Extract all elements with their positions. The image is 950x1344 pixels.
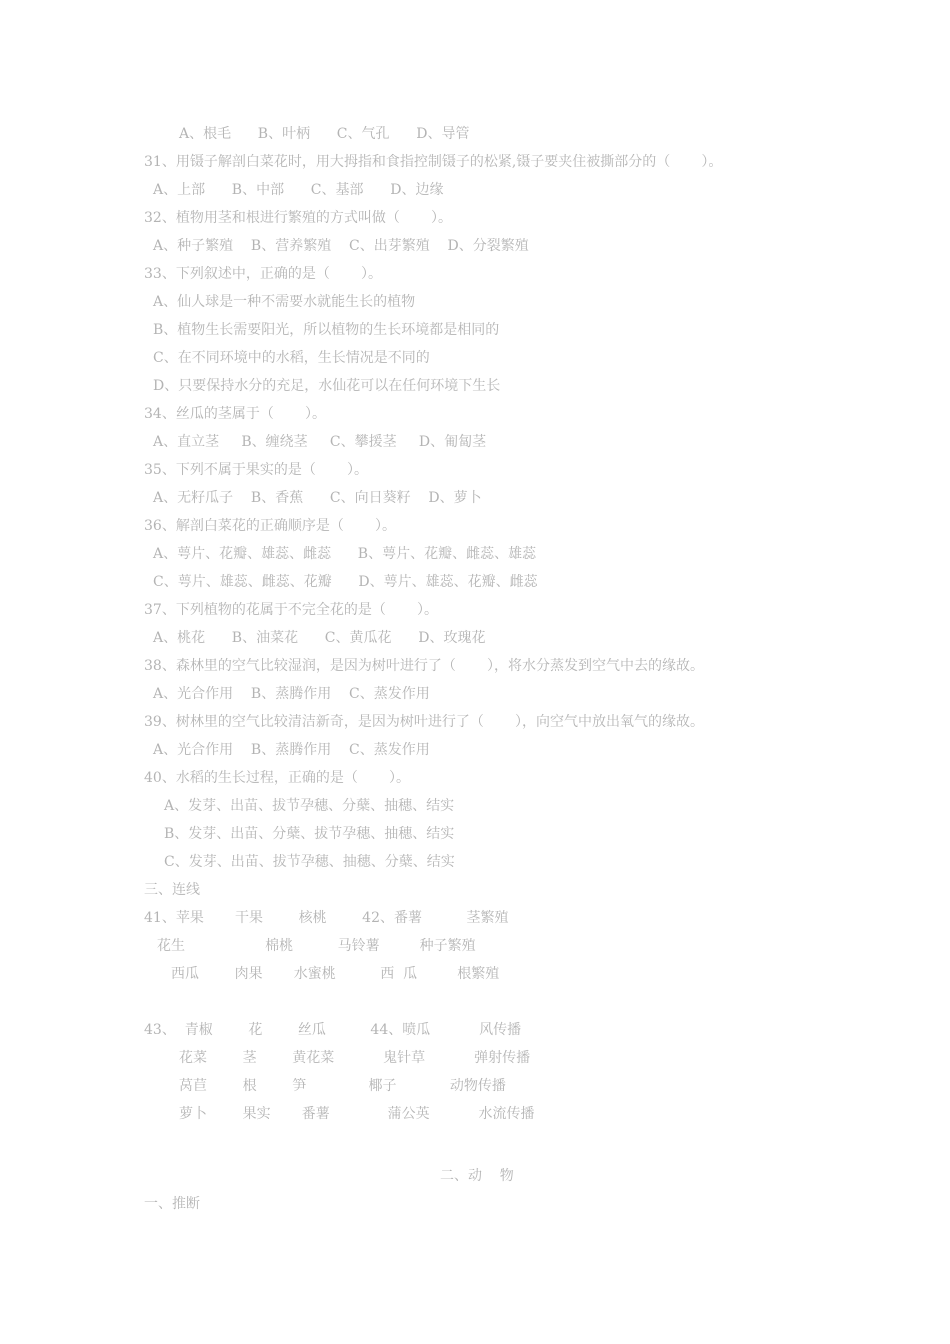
text-line: A、根毛 B、叶柄 C、气孔 D、导管 — [179, 126, 470, 142]
question-31: 31、用镊子解剖白菜花时，用大拇指和食指控制镊子的松紧,镊子要夹住被撕部分的（ ）。 — [144, 154, 723, 170]
section-heading: 三、连线 — [144, 882, 200, 898]
question-34: 34、丝瓜的茎属于（ ）。 — [144, 406, 326, 422]
question-36: 36、解剖白菜花的正确顺序是（ ）。 — [144, 518, 396, 534]
text-line: A、萼片、花瓣、雄蕊、雌蕊 B、萼片、花瓣、雌蕊、雄蕊 — [153, 546, 537, 562]
question-40: 40、水稻的生长过程，正确的是（ ）。 — [144, 770, 410, 786]
question-32: 32、植物用茎和根进行繁殖的方式叫做（ ）。 — [144, 210, 452, 226]
text-line: A、桃花 B、油菜花 C、黄瓜花 D、玫瑰花 — [153, 630, 486, 646]
text-line: D、只要保持水分的充足，水仙花可以在任何环境下生长 — [153, 378, 501, 394]
text-line: A、直立茎 B、缠绕茎 C、攀援茎 D、匍匐茎 — [153, 434, 487, 450]
question-35: 35、下列不属于果实的是（ ）。 — [144, 462, 368, 478]
text-line: A、光合作用 B、蒸腾作用 C、蒸发作用 — [153, 742, 430, 758]
text-line: C、萼片、雄蕊、雌蕊、花瓣 D、萼片、雄蕊、花瓣、雌蕊 — [153, 574, 538, 590]
question-39: 39、树林里的空气比较清洁新奇，是因为树叶进行了（ ），向空气中放出氧气的缘故。 — [144, 714, 704, 730]
matching-row: 43、 青椒 花 丝瓜 44、喷瓜 风传播 — [144, 1022, 522, 1038]
text-line: A、发芽、出苗、拔节孕穗、分蘖、抽穗、结实 — [164, 798, 455, 814]
text-line: A、无籽瓜子 B、香蕉 C、向日葵籽 D、萝卜 — [153, 490, 482, 506]
text-line: A、仙人球是一种不需要水就能生长的植物 — [153, 294, 416, 310]
section-heading: 一、推断 — [144, 1196, 200, 1212]
text-line: C、发芽、出苗、拔节孕穗、抽穗、分蘖、结实 — [164, 854, 455, 870]
text-line: B、植物生长需要阳光，所以植物的生长环境都是相同的 — [153, 322, 500, 338]
text-line: A、上部 B、中部 C、基部 D、边缘 — [153, 182, 444, 198]
matching-row: 莴苣 根 笋 椰子 动物传播 — [179, 1078, 506, 1094]
question-33: 33、下列叙述中，正确的是（ ）。 — [144, 266, 382, 282]
matching-row: 花菜 茎 黄花菜 鬼针草 弹射传播 — [179, 1050, 531, 1066]
matching-row: 西瓜 肉果 水蜜桃 西 瓜 根繁殖 — [171, 966, 500, 982]
text-line: A、种子繁殖 B、营养繁殖 C、出芽繁殖 D、分裂繁殖 — [153, 238, 529, 254]
question-37: 37、下列植物的花属于不完全花的是（ ）。 — [144, 602, 438, 618]
matching-row: 花生 棉桃 马铃薯 种子繁殖 — [157, 938, 476, 954]
text-line: C、在不同环境中的水稻，生长情况是不同的 — [153, 350, 430, 366]
matching-row: 萝卜 果实 番薯 蒲公英 水流传播 — [179, 1106, 535, 1122]
chapter-title: 二、动 物 — [440, 1168, 514, 1184]
question-38: 38、森林里的空气比较湿润，是因为树叶进行了（ ），将水分蒸发到空气中去的缘故。 — [144, 658, 704, 674]
text-line: A、光合作用 B、蒸腾作用 C、蒸发作用 — [153, 686, 430, 702]
text-line: B、发芽、出苗、分蘖、拔节孕穗、抽穗、结实 — [164, 826, 455, 842]
matching-row: 41、苹果 干果 核桃 42、番薯 茎繁殖 — [144, 910, 509, 926]
